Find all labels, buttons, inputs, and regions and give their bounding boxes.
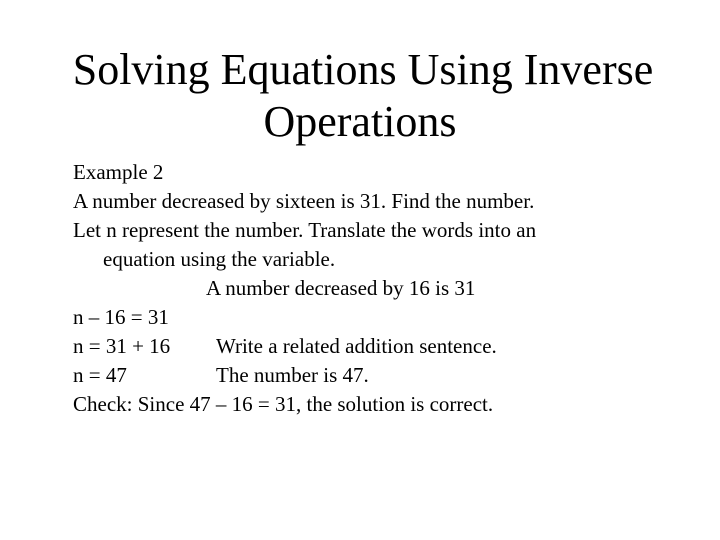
example-label: Example 2 [73, 160, 164, 184]
step-note: The number is 47. [216, 363, 369, 387]
step-note: Write a related addition sentence. [216, 334, 497, 358]
instruction-line-2: equation using the variable. [103, 247, 336, 271]
step-equation: n – 16 = 31 [73, 305, 169, 329]
slide-title [0, 44, 720, 148]
slide-title-line-1: Solving Equations Using Inverse [72, 45, 654, 94]
step-equation: n = 47 [73, 363, 127, 387]
slide-body [73, 158, 693, 419]
problem-statement: A number decreased by sixteen is 31. Find the number. [73, 189, 535, 213]
step-row [73, 361, 693, 390]
step-row [73, 303, 693, 332]
check-line: Check: Since 47 – 16 = 31, the solution is correct. [73, 392, 494, 416]
instruction-line-1: Let n represent the number. Translate the words into an [73, 218, 537, 242]
verbal-equation: A number decreased by 16 is 31 [206, 276, 476, 300]
slide-title-line-2: Operations [263, 97, 457, 146]
step-row [73, 332, 693, 361]
step-equation: n = 31 + 16 [73, 334, 171, 358]
